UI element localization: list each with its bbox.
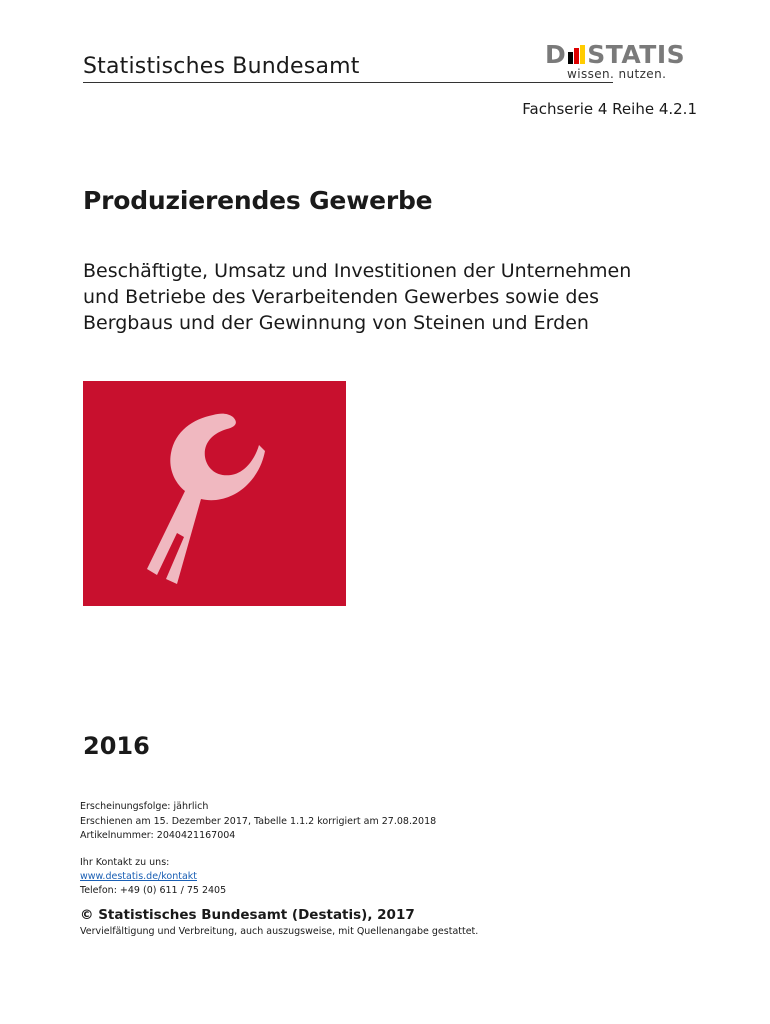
flag-bars-icon (567, 45, 586, 64)
subtitle (83, 258, 683, 336)
destatis-logo (545, 42, 690, 82)
subtitle-line: und Betriebe des Verarbeitenden Gewerbes sowie des (83, 286, 599, 308)
contact-link[interactable]: www.destatis.de/kontakt (80, 871, 198, 882)
logo-letter-d: D (545, 40, 567, 69)
subtitle-line: Bergbaus und der Gewinnung von Steinen und Erden (83, 312, 589, 334)
license-note: Vervielfältigung und Verbreitung, auch auszugsweise, mit Quellenangabe gestattet. (80, 926, 479, 937)
copyright: © Statistisches Bundesamt (Destatis), 2017 (80, 907, 415, 923)
logo-tagline: wissen. nutzen. (567, 67, 667, 81)
header-rule (83, 82, 613, 83)
contact-link-row (80, 869, 197, 884)
publication-year: 2016 (83, 732, 150, 760)
subtitle-line: Beschäftigte, Umsatz und Investitionen der Unternehmen (83, 260, 632, 282)
page-title: Produzierendes Gewerbe (83, 186, 433, 215)
contact-phone: Telefon: +49 (0) 611 / 75 2405 (80, 885, 227, 896)
article-number: Artikelnummer: 2040421167004 (80, 830, 236, 841)
series-label: Fachserie 4 Reihe 4.2.1 (522, 100, 697, 118)
logo-letters-statis: STATIS (587, 40, 686, 69)
logo-wordmark (545, 42, 685, 68)
publication-frequency: Erscheinungsfolge: jährlich (80, 801, 209, 812)
publication-date: Erschienen am 15. Dezember 2017, Tabelle 1.1.2 korrigiert am 27.08.2018 (80, 816, 437, 827)
contact-heading: Ihr Kontakt zu uns: (80, 857, 170, 868)
cover-image (83, 381, 346, 606)
org-name: Statistisches Bundesamt (83, 54, 360, 79)
